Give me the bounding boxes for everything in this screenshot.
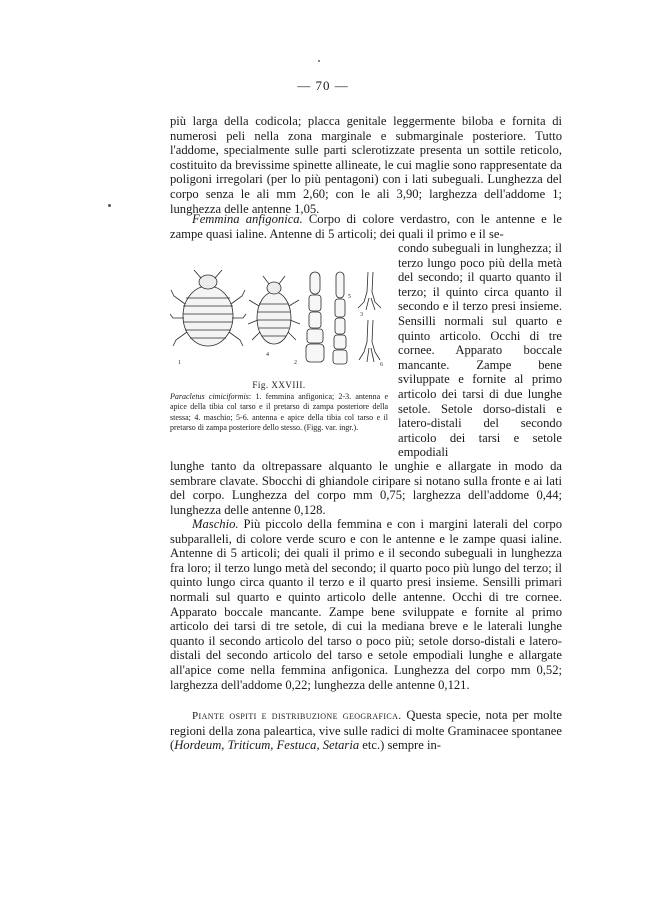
figure-number-6: 6 <box>380 362 383 368</box>
hosts-text-a: Questa specie, nota per molte regioni della zona paleartica, vive sulle radici di molte Graminacee spontanee ( <box>170 708 562 753</box>
figure-caption <box>170 380 388 433</box>
paragraph-2-continued: lunghe tanto da oltrepassare alquanto le unghie e allargate in modo da sembrare clavate. Sbocchi di ghiandole ciripare si notano sulla fronte e ai lati del corpo. Lunghezza del corpo mm 0,75; larghezza dell'addome 0,44; lunghezza delle antenne 0,128. <box>170 459 562 517</box>
hosts-heading: Piante ospiti e distribuzione geografica. <box>192 710 402 722</box>
figure-number-4: 4 <box>266 352 269 358</box>
paragraph-2-side-column: condo subeguali in lunghezza; il terzo lungo poco più della metà del secondo; il quarto quanto il terzo; il quinto circa quanto il secondo e il terzo presi insieme. Sensilli normali sul quarto e quinto articolo. Occhi di tre cornee. Apparato boccale mancante. Zampe bene sviluppate e fornite al primo articolo dei tarsi di due lunghe setole. Setole dorso-distali e latero-distali del secondo articolo dei tarsi e setole empodiali <box>398 241 562 460</box>
antenna-drawing-male <box>333 272 347 364</box>
male-heading: Maschio. <box>192 517 239 531</box>
female-insect-drawing <box>170 270 246 346</box>
female-heading: Femmina anfigonica. <box>192 212 303 226</box>
paragraph-3 <box>170 517 562 692</box>
hosts-text-b: etc.) sempre in- <box>359 738 441 753</box>
male-text: Più piccolo della femmina e con i margini laterali del corpo subparalleli, di colore verde scuro e con le antenne e le zampe quasi ialine. Antenne di 5 articoli; dei quali il primo e il secondo subeguali in lunghezza fra loro; il terzo lungo metà del secondo; il quarto poco più lungo del terzo; il quinto lungo circa quanto il terzo e il quarto presi insieme. Sensilli primari normali sul quarto e quinto articolo delle antenne. Occhi di tre cornee. Apparato boccale mancante. Zampe bene sviluppate e fornite al primo articolo dei tarsi di tre setole, di cui la mediana breve e le laterali lunghe quanto il secondo articolo del tarso o poco più; setole dorso-distali e latero-distali del secondo articolo del tarso e setole empodiali lunghe e allargate all'apice come nella femmina anfigonica. Lunghezza del corpo mm 0,52; larghezza dell'addome 0,22; lunghezza delle antenne 0,121. <box>170 517 562 692</box>
page-number: — 70 — <box>297 78 349 93</box>
female-text-a: Corpo di colore verdastro, con le antenne e le zampe quasi ialine. Antenne di 5 articoli; dei quali il primo e il se- <box>170 212 563 241</box>
caption-species: Paracletus cimiciformis <box>170 392 249 402</box>
caption-text: : 1. femmina anfigonica; 2-3. antenna e apice della tibia col tarso e il pretarso di zampa posteriore della stessa; 4. maschio; 5-6. antenna e apice della tibia col tarso e il pretarso di zampa posteriore dello stesso. (Figg. var. ingr.). <box>170 392 389 432</box>
host-genera: Hordeum, Triticum, Festuca, Setaria <box>174 738 360 753</box>
figure-number-3: 3 <box>360 312 363 318</box>
figure-number-1: 1 <box>178 360 181 366</box>
figure-label: Fig. XXVIII. <box>252 380 306 390</box>
male-insect-drawing <box>248 276 300 344</box>
figure-number-2: 2 <box>294 360 297 366</box>
figure-illustration <box>170 268 388 370</box>
paragraph-4 <box>170 708 562 753</box>
antenna-drawing-female <box>306 272 324 362</box>
paragraph-1: più larga della codicola; placca genitale leggermente biloba e fornita di numerosi peli nella zona marginale e submarginale posteriore. Tutto l'addome, specialmente sulle parti sclerotizzate presenta un sottile reticolo, costituito da brevissime spinette allineate, le cui maglie sono rappresentate da poligoni irregolari (per lo più pentagoni) con i lati subeguali. Lunghezza del corpo senza le ali mm 2,60; con le ali 3,90; larghezza dell'addome 1; lunghezza delle antenne 1,05. <box>170 114 562 216</box>
caption-body <box>170 392 388 433</box>
margin-dot <box>108 204 111 207</box>
figure-number-5: 5 <box>348 294 351 300</box>
scan-speck <box>318 60 320 62</box>
paragraph-2-intro <box>170 212 562 241</box>
